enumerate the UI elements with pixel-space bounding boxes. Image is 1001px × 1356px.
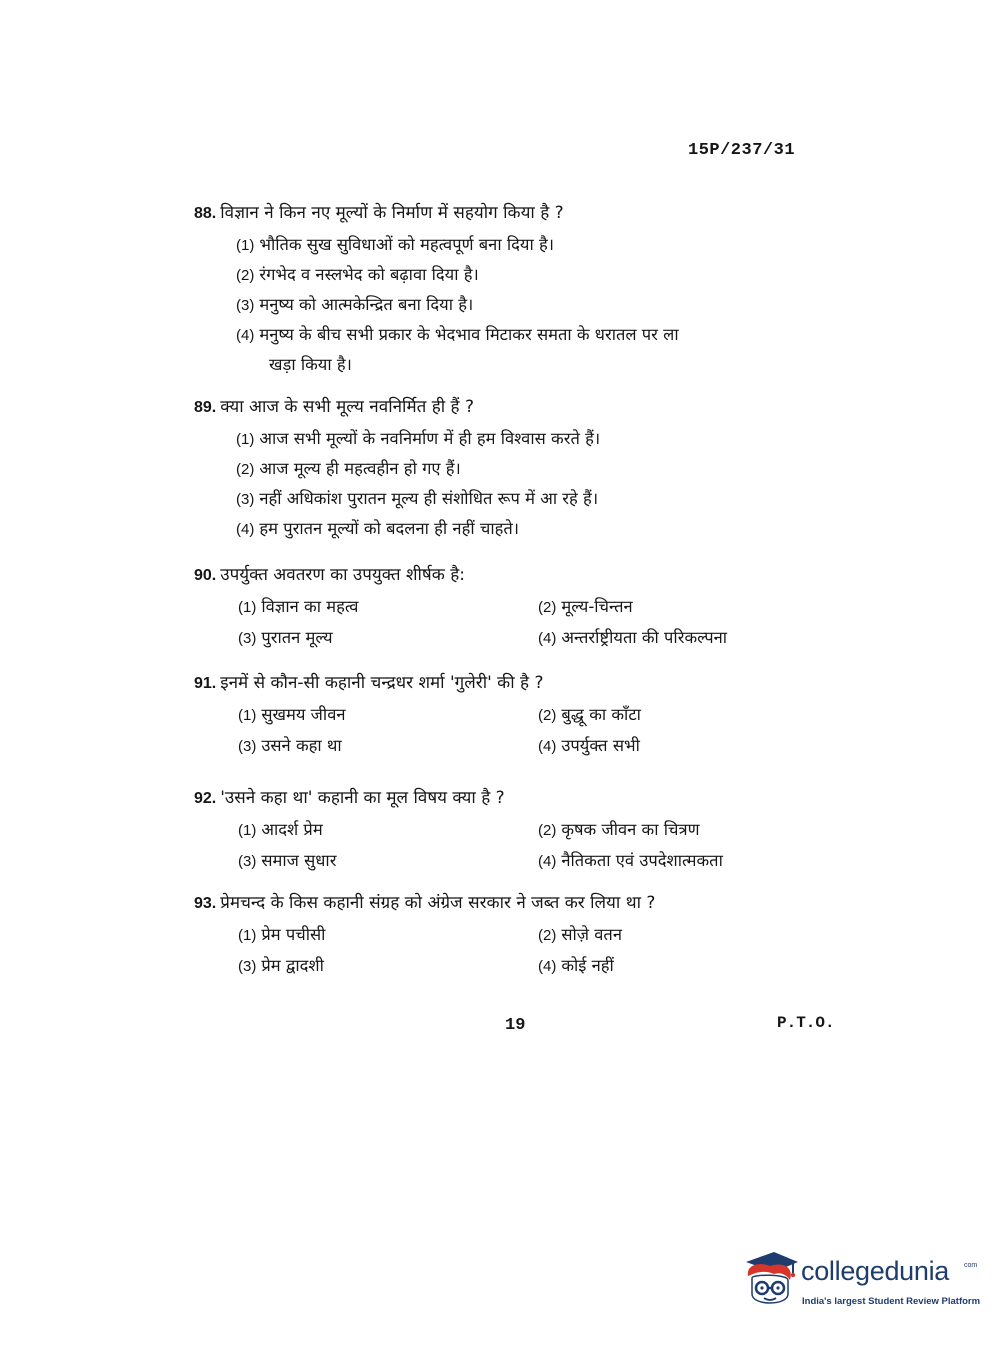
option-text: सुखमय जीवन bbox=[261, 705, 346, 724]
option-grid bbox=[238, 920, 834, 982]
question-stem bbox=[194, 394, 834, 421]
option-text: कोई नहीं bbox=[561, 956, 614, 975]
option-text: प्रेम द्वादशी bbox=[261, 956, 324, 975]
option-3: (3) उसने कहा था bbox=[238, 736, 342, 755]
question-stem bbox=[194, 200, 834, 227]
student-mascot-icon bbox=[740, 1250, 800, 1314]
page-number: 19 bbox=[505, 1016, 526, 1035]
option-text: पुरातन मूल्य bbox=[261, 628, 333, 647]
question-91 bbox=[194, 670, 834, 762]
question-number: 90. bbox=[194, 567, 217, 584]
option-4: (4) उपर्युक्त सभी bbox=[538, 736, 640, 755]
question-text: 'उसने कहा था' कहानी का मूल विषय क्या है ? bbox=[220, 788, 505, 808]
option-text: मनुष्य को आत्मकेन्द्रित बना दिया है। bbox=[259, 295, 474, 314]
option-1: (1) आदर्श प्रेम bbox=[238, 820, 323, 839]
option-4-continuation: खड़ा किया है। bbox=[269, 355, 352, 374]
option-text: आदर्श प्रेम bbox=[261, 820, 323, 839]
question-90 bbox=[194, 562, 834, 654]
brand-logo-block[interactable] bbox=[740, 1250, 980, 1320]
question-stem bbox=[194, 670, 834, 697]
option-3: (3) नहीं अधिकांश पुरातन मूल्य ही संशोधित रूप में आ रहे हैं। bbox=[236, 489, 599, 508]
question-text: क्या आज के सभी मूल्य नवनिर्मित ही हैं ? bbox=[220, 397, 474, 417]
question-93 bbox=[194, 890, 834, 982]
option-text: प्रेम पचीसी bbox=[261, 925, 326, 944]
option-1: (1) विज्ञान का महत्व bbox=[238, 597, 359, 616]
option-text: मूल्य-चिन्तन bbox=[561, 597, 633, 616]
option-1: (1) आज सभी मूल्यों के नवनिर्माण में ही हम विश्वास करते हैं। bbox=[236, 429, 601, 448]
option-2: (2) बुद्धू का काँटा bbox=[538, 705, 641, 724]
brand-name: collegedunia bbox=[801, 1256, 950, 1286]
option-text: उसने कहा था bbox=[261, 736, 342, 755]
option-text: कृषक जीवन का चित्रण bbox=[561, 820, 700, 839]
option-2: (2) कृषक जीवन का चित्रण bbox=[538, 820, 700, 839]
option-text: मनुष्य के बीच सभी प्रकार के भेदभाव मिटाकर समता के धरातल पर ला bbox=[259, 325, 679, 344]
option-3: (3) मनुष्य को आत्मकेन्द्रित बना दिया है। bbox=[236, 295, 474, 314]
option-grid bbox=[238, 592, 834, 654]
option-grid bbox=[238, 815, 834, 877]
option-2: (2) मूल्य-चिन्तन bbox=[538, 597, 633, 616]
question-number: 88. bbox=[194, 205, 217, 222]
option-3: (3) समाज सुधार bbox=[238, 851, 337, 870]
option-3: (3) प्रेम द्वादशी bbox=[238, 956, 324, 975]
option-list bbox=[236, 230, 834, 379]
option-text: विज्ञान का महत्व bbox=[261, 597, 359, 616]
question-88 bbox=[194, 200, 834, 379]
option-text: समाज सुधार bbox=[261, 851, 337, 870]
option-4: (4) नैतिकता एवं उपदेशात्मकता bbox=[538, 851, 723, 870]
option-2: (2) रंगभेद व नस्लभेद को बढ़ावा दिया है। bbox=[236, 265, 479, 284]
option-3: (3) पुरातन मूल्य bbox=[238, 628, 333, 647]
option-text: अन्तर्राष्ट्रीयता की परिकल्पना bbox=[561, 628, 727, 647]
option-text: रंगभेद व नस्लभेद को बढ़ावा दिया है। bbox=[259, 265, 479, 284]
paper-code: 15P/237/31 bbox=[688, 141, 796, 160]
option-1: (1) भौतिक सुख सुविधाओं को महत्वपूर्ण बना दिया है। bbox=[236, 235, 554, 254]
pto-label: P.T.O. bbox=[777, 1014, 835, 1032]
option-4: (4) अन्तर्राष्ट्रीयता की परिकल्पना bbox=[538, 628, 727, 647]
option-4: (4) हम पुरातन मूल्यों को बदलना ही नहीं चाहते। bbox=[236, 519, 520, 538]
option-text: नैतिकता एवं उपदेशात्मकता bbox=[561, 851, 723, 870]
question-text: विज्ञान ने किन नए मूल्यों के निर्माण में सहयोग किया है ? bbox=[220, 203, 564, 223]
question-number: 89. bbox=[194, 399, 217, 416]
brand-tagline: India's largest Student Review Platform bbox=[802, 1296, 981, 1307]
question-stem bbox=[194, 785, 834, 812]
question-89 bbox=[194, 394, 834, 544]
option-grid bbox=[238, 700, 834, 762]
option-text: बुद्धू का काँटा bbox=[561, 705, 641, 724]
option-4: (4) मनुष्य के बीच सभी प्रकार के भेदभाव मिटाकर समता के धरातल पर ला bbox=[236, 325, 679, 344]
question-92 bbox=[194, 785, 834, 877]
brand-domain: com bbox=[964, 1262, 978, 1269]
question-number: 93. bbox=[194, 895, 217, 912]
question-text: प्रेमचन्द के किस कहानी संग्रह को अंग्रेज सरकार ने जब्त कर लिया था ? bbox=[220, 893, 656, 913]
option-text: आज मूल्य ही महत्वहीन हो गए हैं। bbox=[259, 459, 461, 478]
option-2: (2) सोज़े वतन bbox=[538, 925, 622, 944]
option-text: हम पुरातन मूल्यों को बदलना ही नहीं चाहते। bbox=[259, 519, 520, 538]
question-text: उपर्युक्त अवतरण का उपयुक्त शीर्षक है: bbox=[220, 565, 465, 585]
question-stem bbox=[194, 562, 834, 589]
option-text: नहीं अधिकांश पुरातन मूल्य ही संशोधित रूप में आ रहे हैं। bbox=[259, 489, 599, 508]
option-text: भौतिक सुख सुविधाओं को महत्वपूर्ण बना दिया है। bbox=[259, 235, 554, 254]
option-1: (1) प्रेम पचीसी bbox=[238, 925, 326, 944]
option-text: सोज़े वतन bbox=[561, 925, 622, 944]
option-1: (1) सुखमय जीवन bbox=[238, 705, 346, 724]
question-number: 92. bbox=[194, 790, 217, 807]
option-list bbox=[236, 424, 834, 544]
option-text: आज सभी मूल्यों के नवनिर्माण में ही हम विश्वास करते हैं। bbox=[259, 429, 601, 448]
option-4: (4) कोई नहीं bbox=[538, 956, 614, 975]
question-text: इनमें से कौन-सी कहानी चन्द्रधर शर्मा 'गुलेरी' की है ? bbox=[220, 673, 544, 693]
option-2: (2) आज मूल्य ही महत्वहीन हो गए हैं। bbox=[236, 459, 461, 478]
question-number: 91. bbox=[194, 675, 217, 692]
option-text: उपर्युक्त सभी bbox=[561, 736, 640, 755]
question-stem bbox=[194, 890, 834, 917]
